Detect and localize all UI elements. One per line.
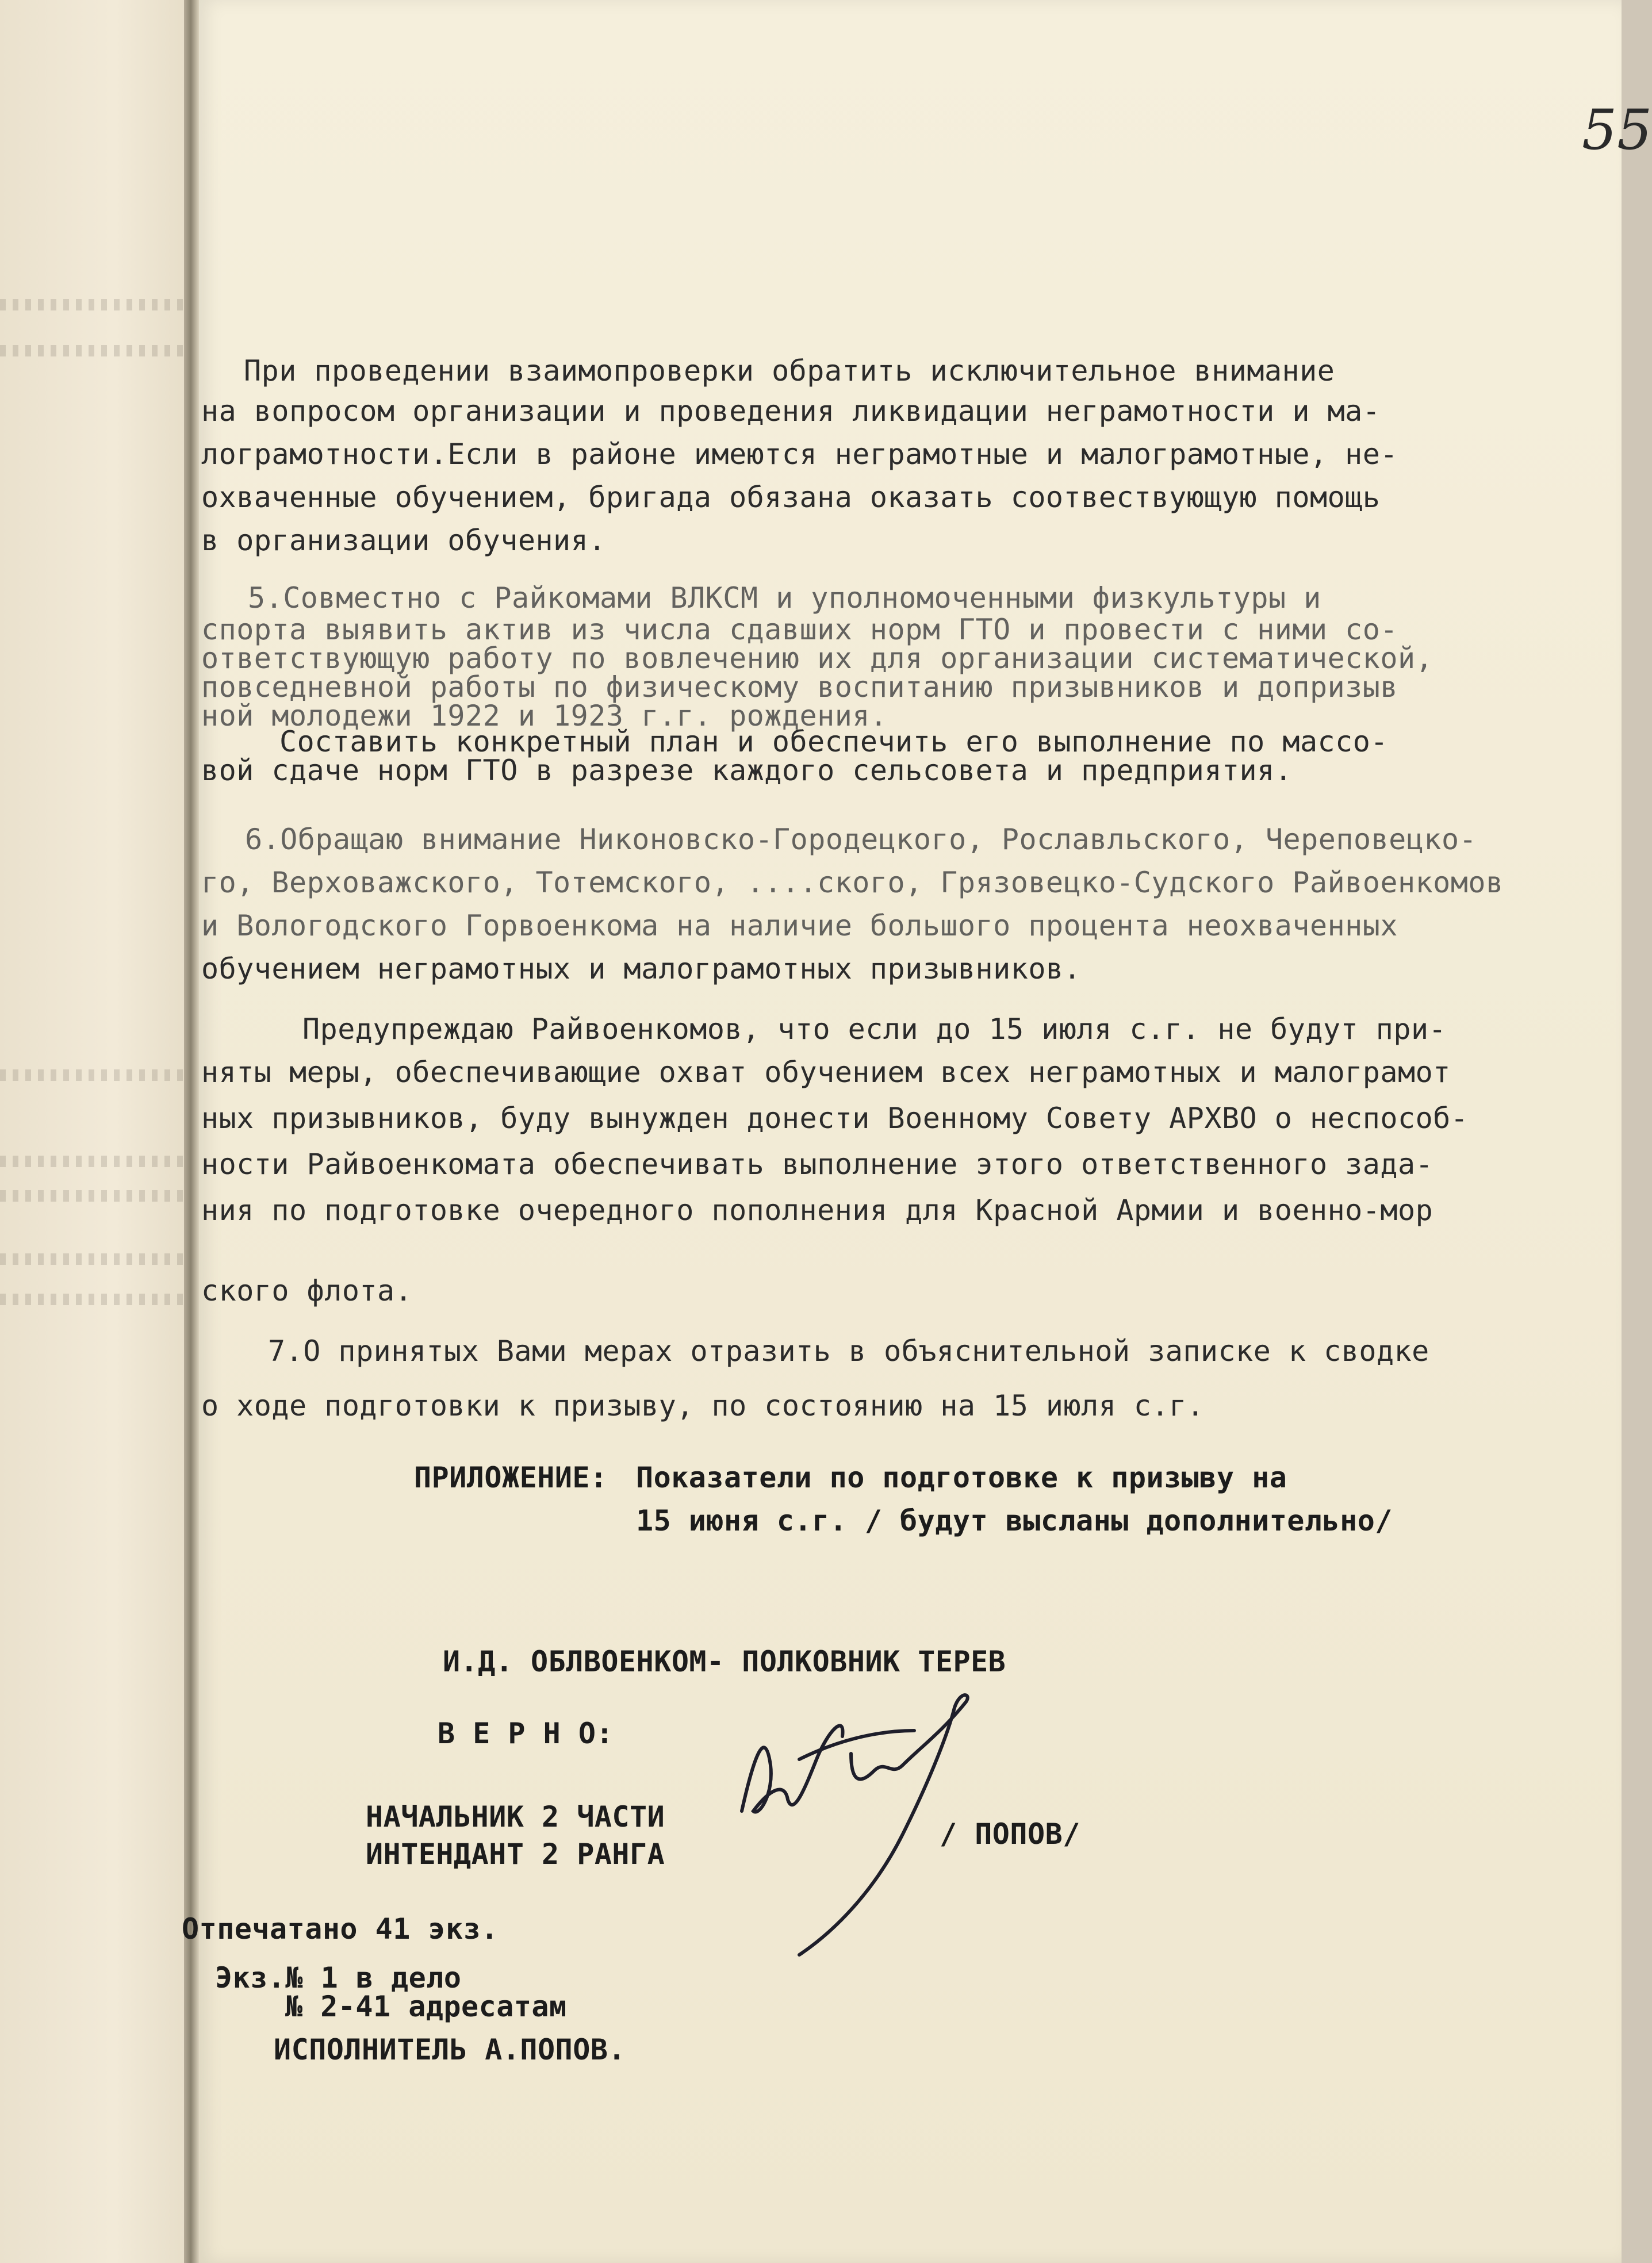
body-line: ных призывников, буду вынужден донести Военному Совету АРХВО о неспособ-: [201, 1102, 1469, 1135]
body-line: ной молодежи 1922 и 1923 г.г. рождения.: [201, 699, 888, 732]
body-line: Составить конкретный план и обеспечить его выполнение по массо-: [279, 725, 1388, 758]
body-line: вой сдаче норм ГТО в разрезе каждого сельсовета и предприятия.: [201, 754, 1293, 787]
body-line: на вопросом организации и проведения ликвидации неграмотности и ма-: [201, 394, 1381, 428]
chief-title: НАЧАЛЬНИК 2 ЧАСТИ: [366, 1800, 665, 1834]
body-line: обучением неграмотных и малограмотных призывников.: [201, 952, 1082, 985]
body-line: ности Райвоенкомата обеспечивать выполнение этого ответственного зада-: [201, 1148, 1433, 1181]
body-line: повседневной работы по физическому воспитанию призывников и допризыв: [201, 670, 1398, 704]
body-line: в организации обучения.: [201, 524, 606, 557]
print-run: Отпечатано 41 экз.: [182, 1912, 499, 1946]
chief-rank: ИНТЕНДАНТ 2 РАНГА: [366, 1838, 665, 1871]
body-line: няты меры, обеспечивающие охват обучением всех неграмотных и малограмот: [201, 1056, 1451, 1089]
body-line: и Вологодского Горвоенкома на наличие большого процента неохваченных: [201, 909, 1398, 942]
certified-label: В Е Р Н О:: [438, 1717, 614, 1750]
chief-name: / ПОПОВ/: [940, 1817, 1080, 1851]
body-line: го, Верховажского, Тотемского, ....ского, Грязовецко-Судского Райвоенкомов: [201, 866, 1504, 899]
body-line: ответствующую работу по вовлечению их для организации систематической,: [201, 642, 1433, 675]
copy-line: Экз.№ 1 в дело: [215, 1961, 462, 1994]
body-line: ния по подготовке очередного пополнения для Красной Армии и военно-мор: [201, 1194, 1433, 1227]
copy-line: № 2-41 адресатам: [285, 1990, 567, 2023]
signature: [730, 1644, 1001, 1966]
body-line: 7.О принятых Вами мерах отразить в объяснительной записке к сводке: [268, 1334, 1429, 1368]
appendix-label: ПРИЛОЖЕНИЕ:: [414, 1461, 608, 1494]
body-line: охваченные обучением, бригада обязана оказать соотвествующую помощь: [201, 481, 1381, 514]
body-line: 6.Обращаю внимание Никоновско-Городецкого, Рославльского, Череповецко-: [245, 823, 1477, 856]
body-line: 5.Совместно с Райкомами ВЛКСМ и уполномоченными физкультуры и: [248, 581, 1321, 615]
body-line: спорта выявить актив из числа сдавших норм ГТО и провести с ними со-: [201, 613, 1398, 646]
body-line: ского флота.: [201, 1274, 413, 1307]
body-line: о ходе подготовки к призыву, по состоянию на 15 июля с.г.: [201, 1389, 1205, 1422]
body-line: лограмотности.Если в районе имеются неграмотные и малограмотные, не-: [201, 438, 1398, 471]
appendix-line: Показатели по подготовке к призыву на: [636, 1461, 1287, 1494]
appendix-line: 15 июня с.г. / будут высланы дополнительно/: [636, 1504, 1393, 1537]
body-line: Предупреждаю Райвоенкомов, что если до 15 июля с.г. не будут при-: [302, 1012, 1447, 1046]
page-number: 55: [1582, 98, 1652, 162]
body-line: При проведении взаимопроверки обратить исключительное внимание: [244, 354, 1335, 388]
left-page: [0, 0, 191, 2263]
commissar-line: И.Д. ОБЛВОЕНКОМ- ПОЛКОВНИК ТЕРЕВ: [443, 1645, 1006, 1678]
executor-line: ИСПОЛНИТЕЛЬ А.ПОПОВ.: [274, 2033, 626, 2066]
